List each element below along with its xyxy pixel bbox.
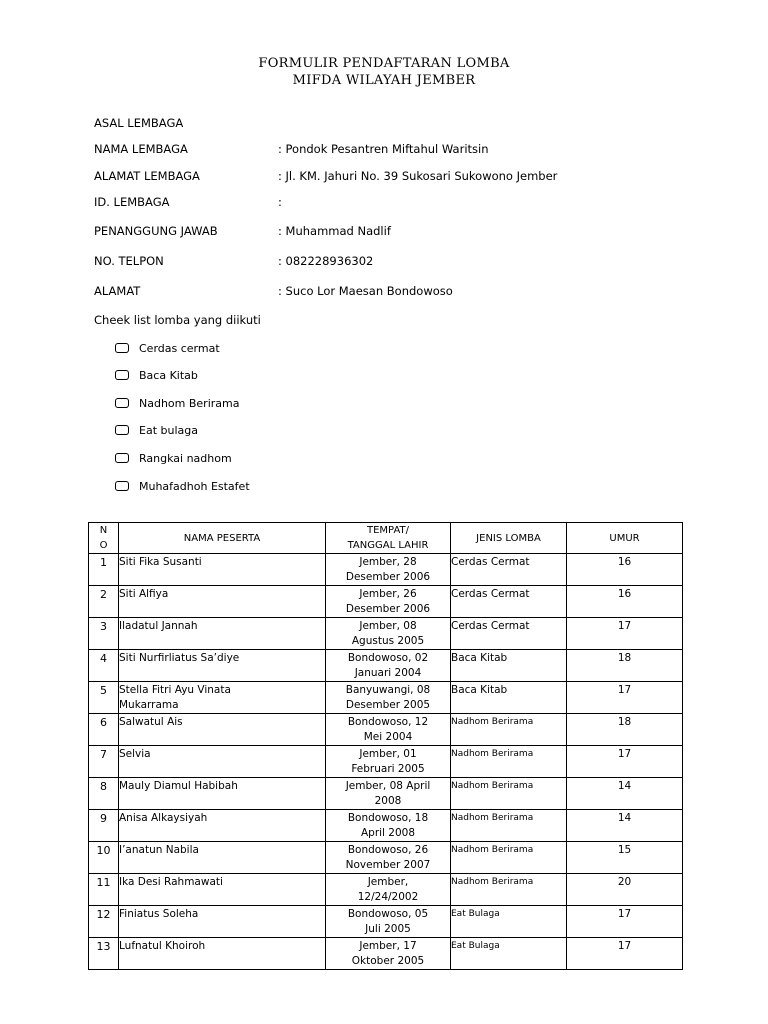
table-row	[89, 618, 683, 650]
cell-nama-peserta: Mauly Diamul Habibah	[119, 778, 326, 810]
cell-umur: 16	[567, 586, 683, 618]
cell-tempat-tanggal-lahir: Jember, 08 Agustus 2005	[326, 618, 451, 650]
cell-tempat-tanggal-lahir: Bondowoso, 05 Juli 2005	[326, 906, 451, 938]
cell-no: 6	[89, 714, 119, 746]
cell-no: 11	[89, 874, 119, 906]
cell-umur: 14	[567, 778, 683, 810]
checkbox[interactable]	[115, 481, 129, 491]
cell-no: 2	[89, 586, 119, 618]
cell-nama-peserta: Salwatul Ais	[119, 714, 326, 746]
cell-no: 10	[89, 842, 119, 874]
checklist-heading: Cheek list lomba yang diikuti	[94, 313, 261, 327]
cell-nama-peserta: Siti Nurfirliatus Sa’diye	[119, 650, 326, 682]
cell-jenis-lomba: Nadhom Berirama	[451, 778, 567, 810]
checklist-item-rangkai-nadhom[interactable]	[115, 450, 232, 466]
cell-umur: 14	[567, 810, 683, 842]
field-value-no-telpon: : 082228936302	[278, 254, 374, 268]
table-row	[89, 778, 683, 810]
cell-jenis-lomba: Cerdas Cermat	[451, 554, 567, 586]
field-label-penanggung-jawab: PENANGGUNG JAWAB	[94, 224, 218, 238]
cell-tempat-tanggal-lahir: Jember, 01 Februari 2005	[326, 746, 451, 778]
cell-umur: 17	[567, 938, 683, 970]
checklist-item-eat-bulaga[interactable]	[115, 422, 198, 438]
cell-tempat-tanggal-lahir: Bondowoso, 02 Januari 2004	[326, 650, 451, 682]
cell-no: 4	[89, 650, 119, 682]
cell-jenis-lomba: Eat Bulaga	[451, 906, 567, 938]
cell-jenis-lomba: Cerdas Cermat	[451, 586, 567, 618]
cell-umur: 18	[567, 650, 683, 682]
checklist-item-label: Muhafadhoh Estafet	[139, 479, 250, 493]
cell-nama-peserta: Anisa Alkaysiyah	[119, 810, 326, 842]
header-nama-peserta: NAMA PESERTA	[119, 523, 326, 554]
cell-nama-peserta: Finiatus Soleha	[119, 906, 326, 938]
cell-jenis-lomba: Nadhom Berirama	[451, 714, 567, 746]
cell-jenis-lomba: Nadhom Berirama	[451, 810, 567, 842]
cell-nama-peserta: I’anatun Nabila	[119, 842, 326, 874]
cell-umur: 16	[567, 554, 683, 586]
table-row	[89, 938, 683, 970]
cell-tempat-tanggal-lahir: Jember, 17 Oktober 2005	[326, 938, 451, 970]
checkbox[interactable]	[115, 343, 129, 353]
cell-tempat-tanggal-lahir: Bondowoso, 26 November 2007	[326, 842, 451, 874]
participants-table	[88, 522, 683, 970]
field-label-asal-lembaga: ASAL LEMBAGA	[94, 116, 184, 130]
form-title-line2: MIFDA WILAYAH JEMBER	[292, 73, 476, 88]
cell-umur: 20	[567, 874, 683, 906]
table-row	[89, 586, 683, 618]
cell-no: 5	[89, 682, 119, 714]
checklist-item-label: Nadhom Berirama	[139, 396, 240, 410]
checklist-item-label: Baca Kitab	[139, 368, 198, 382]
checkbox[interactable]	[115, 425, 129, 435]
checkbox[interactable]	[115, 453, 129, 463]
field-label-no-telpon: NO. TELPON	[94, 254, 164, 268]
checklist-item-label: Rangkai nadhom	[139, 451, 232, 465]
table-row	[89, 554, 683, 586]
header-no: N O	[89, 523, 119, 554]
cell-nama-peserta: Lufnatul Khoiroh	[119, 938, 326, 970]
cell-umur: 17	[567, 682, 683, 714]
cell-umur: 18	[567, 714, 683, 746]
cell-nama-peserta: Siti Fika Susanti	[119, 554, 326, 586]
table-row	[89, 714, 683, 746]
cell-no: 13	[89, 938, 119, 970]
checklist-item-label: Eat bulaga	[139, 423, 198, 437]
cell-nama-peserta: Stella Fitri Ayu Vinata Mukarrama	[119, 682, 326, 714]
field-value-alamat-lembaga: : Jl. KM. Jahuri No. 39 Sukosari Sukowono Jember	[278, 169, 558, 183]
cell-umur: 15	[567, 842, 683, 874]
cell-jenis-lomba: Nadhom Berirama	[451, 842, 567, 874]
checkbox[interactable]	[115, 398, 129, 408]
table-row	[89, 874, 683, 906]
header-jenis-lomba: JENIS LOMBA	[451, 523, 567, 554]
cell-jenis-lomba: Baca Kitab	[451, 650, 567, 682]
cell-umur: 17	[567, 746, 683, 778]
cell-no: 3	[89, 618, 119, 650]
field-value-alamat: : Suco Lor Maesan Bondowoso	[278, 284, 453, 298]
cell-umur: 17	[567, 906, 683, 938]
cell-no: 7	[89, 746, 119, 778]
checkbox[interactable]	[115, 370, 129, 380]
field-label-nama-lembaga: NAMA LEMBAGA	[94, 142, 188, 156]
checklist-item-baca-kitab[interactable]	[115, 367, 198, 383]
table-row	[89, 810, 683, 842]
cell-tempat-tanggal-lahir: Bondowoso, 12 Mei 2004	[326, 714, 451, 746]
cell-nama-peserta: Iladatul Jannah	[119, 618, 326, 650]
cell-umur: 17	[567, 618, 683, 650]
cell-nama-peserta: Siti Alfiya	[119, 586, 326, 618]
field-label-id-lembaga: ID. LEMBAGA	[94, 195, 170, 209]
checklist-item-nadhom-berirama[interactable]	[115, 395, 239, 411]
table-row	[89, 650, 683, 682]
table-row	[89, 682, 683, 714]
header-tempat-tanggal-lahir: TEMPAT/ TANGGAL LAHIR	[326, 523, 451, 554]
cell-nama-peserta: Ika Desi Rahmawati	[119, 874, 326, 906]
table-header-row	[89, 523, 683, 554]
cell-jenis-lomba: Eat Bulaga	[451, 938, 567, 970]
cell-no: 9	[89, 810, 119, 842]
cell-tempat-tanggal-lahir: Jember, 28 Desember 2006	[326, 554, 451, 586]
cell-jenis-lomba: Nadhom Berirama	[451, 874, 567, 906]
cell-tempat-tanggal-lahir: Jember, 12/24/2002	[326, 874, 451, 906]
table-row	[89, 842, 683, 874]
field-label-alamat-lembaga: ALAMAT LEMBAGA	[94, 169, 200, 183]
field-value-nama-lembaga: : Pondok Pesantren Miftahul Waritsin	[278, 142, 489, 156]
checklist-item-label: Cerdas cermat	[139, 341, 220, 355]
header-umur: UMUR	[567, 523, 683, 554]
cell-tempat-tanggal-lahir: Jember, 26 Desember 2006	[326, 586, 451, 618]
cell-nama-peserta: Selvia	[119, 746, 326, 778]
cell-tempat-tanggal-lahir: Bondowoso, 18 April 2008	[326, 810, 451, 842]
field-value-id-lembaga: :	[278, 195, 282, 209]
table-row	[89, 906, 683, 938]
cell-jenis-lomba: Cerdas Cermat	[451, 618, 567, 650]
form-title-line1: FORMULIR PENDAFTARAN LOMBA	[258, 56, 510, 71]
cell-jenis-lomba: Nadhom Berirama	[451, 746, 567, 778]
cell-no: 8	[89, 778, 119, 810]
field-value-penanggung-jawab: : Muhammad Nadlif	[278, 224, 391, 238]
checklist-item-muhafadhoh-estafet[interactable]	[115, 478, 250, 494]
checklist-item-cerdas-cermat[interactable]	[115, 340, 220, 356]
cell-no: 1	[89, 554, 119, 586]
cell-tempat-tanggal-lahir: Jember, 08 April 2008	[326, 778, 451, 810]
cell-no: 12	[89, 906, 119, 938]
cell-tempat-tanggal-lahir: Banyuwangi, 08 Desember 2005	[326, 682, 451, 714]
cell-jenis-lomba: Baca Kitab	[451, 682, 567, 714]
table-row	[89, 746, 683, 778]
field-label-alamat: ALAMAT	[94, 284, 141, 298]
